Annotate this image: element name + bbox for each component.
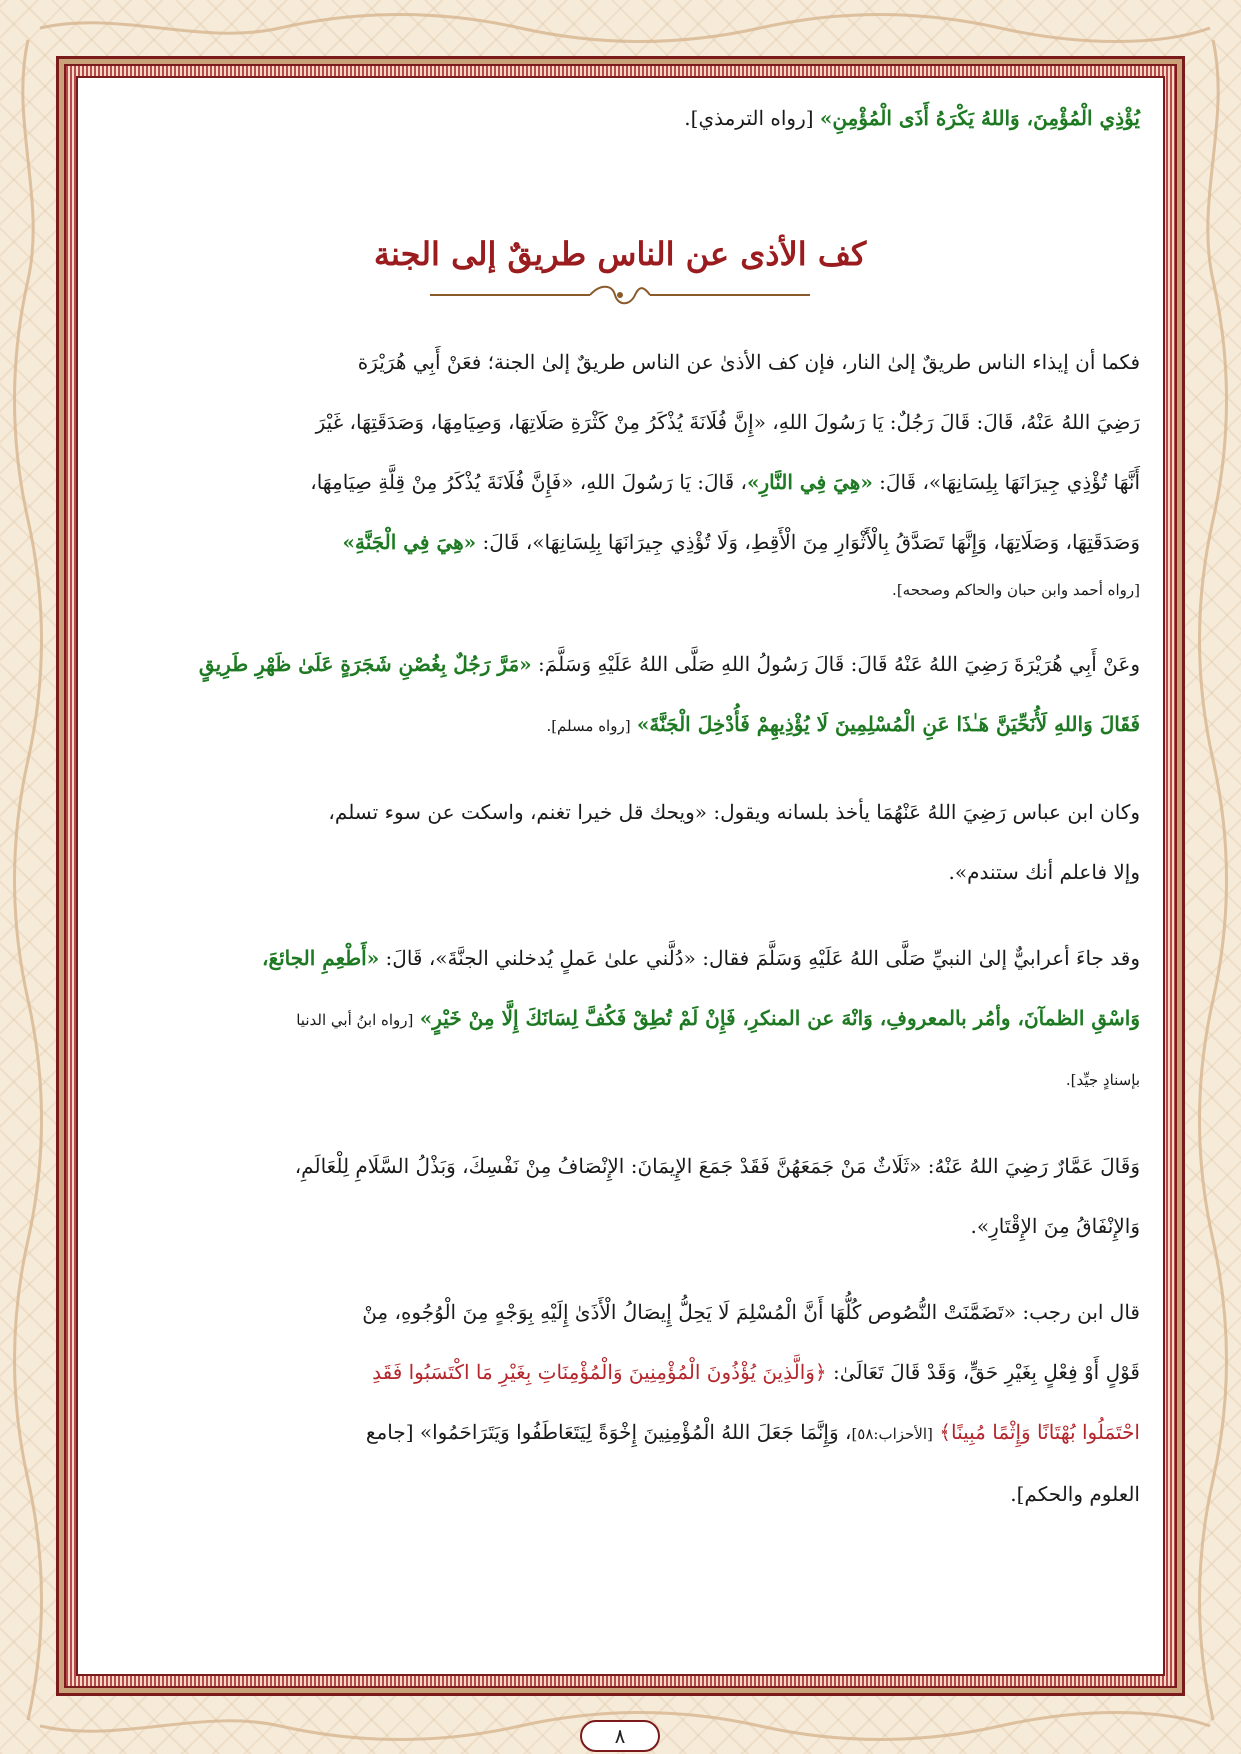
p2-line2-hadith: فَقَالَ وَاللهِ لَأُنَحِّيَنَّ هَـٰذَا عَنِ الْمُسْلِمِينَ لَا يُؤْذِيهِمْ فَأُدْخِلَ الْجَنَّةَ» <box>636 712 1140 736</box>
p4-line2-source: [رواه ابنُ أبي الدنيا <box>296 1011 414 1029</box>
p1-line3-hadith: «هِيَ فِي النَّارِ» <box>747 470 873 494</box>
p5-line1: وَقَالَ عَمَّارٌ رَضِيَ اللهُ عَنْهُ: «ثَلَاثٌ مَنْ جَمَعَهُنَّ فَقَدْ جَمَعَ الإِيمَانَ: الإِنْصَافُ مِنْ نَفْسِكَ، وَبَذْلُ السَّلَامِ لِلْعَالَمِ، <box>294 1154 1140 1178</box>
p6-line3 <box>100 1402 1140 1464</box>
paragraph-4 <box>100 928 1140 1110</box>
p1-line4-hadith: «هِيَ فِي الْجَنَّةِ» <box>342 530 477 554</box>
p2-line2 <box>100 694 1140 756</box>
p4-line1-text: وقد جاءَ أعرابيٌّ إلىٰ النبيِّ صَلَّى اللهُ عَلَيْهِ وَسَلَّمَ فقال: «دُلَّني علىٰ عَملٍ يُدخلني الجنَّةَ»، قَالَ: <box>379 946 1140 970</box>
p4-line1-hadith: «أَطْعِمِ الجائعَ، <box>261 946 380 970</box>
p1-line3-text-a: أَنَّهَا تُؤْذِي جِيرَانَهَا بِلِسَانِهَا»، قَالَ: <box>872 470 1140 494</box>
paragraph-3 <box>100 782 1140 902</box>
header-quote-line <box>100 88 1140 148</box>
section-title: كف الأذى عن الناس طريقٌ إلى الجنة <box>373 235 867 273</box>
page-text <box>100 88 1140 1532</box>
paragraph-6 <box>100 1282 1140 1524</box>
p3-line2: وإلا فاعلم أنك ستندم». <box>948 860 1140 884</box>
p4-line2 <box>100 988 1140 1050</box>
p6-line3-reference: [الأحزاب:٥٨] <box>851 1425 933 1443</box>
p1-source: [رواه أحمد وابن حبان والحاكم وصححه]. <box>892 581 1140 599</box>
p2-line1-hadith: «مَرَّ رَجُلٌ بِغُصْنِ شَجَرَةٍ عَلَىٰ ظَهْرِ طَرِيقٍ <box>198 652 532 676</box>
p6-line2-text: قَوْلٍ أَوْ فِعْلٍ بِغَيْرِ حَقٍّ، وَقَدْ قَالَ تَعَالَىٰ: <box>826 1360 1140 1384</box>
p6-line2 <box>100 1342 1140 1402</box>
paragraph-2 <box>100 634 1140 756</box>
p3-line1: وكان ابن عباس رَضِيَ اللهُ عَنْهُمَا يأخذ بلسانه ويقول: «ويحك قل خيرا تغنم، واسكت عن سوء تسلم، <box>328 800 1140 824</box>
header-quote-source: [رواه الترمذي]. <box>684 106 814 130</box>
p5-line2: وَالإِنْفَاقُ مِنَ الإِقْتَارِ». <box>970 1214 1140 1238</box>
page-number-badge: ٨ <box>580 1720 660 1752</box>
paragraph-5 <box>100 1136 1140 1256</box>
p6-line2-quran: ﴿وَالَّذِينَ يُؤْذُونَ الْمُؤْمِنِينَ وَالْمُؤْمِنَاتِ بِغَيْرِ مَا اكْتَسَبُوا فَقَدِ <box>372 1360 827 1384</box>
title-divider-ornament <box>430 284 810 306</box>
p1-line1: فكما أن إيذاء الناس طريقٌ إلىٰ النار، فإن كف الأذىٰ عن الناس طريقٌ إلىٰ الجنة؛ فعَنْ أَبِي هُرَيْرَة <box>357 350 1140 374</box>
header-quote-hadith: يُؤْذِي الْمُؤْمِنَ، وَاللهُ يَكْرَهُ أَذَى الْمُؤْمِنِ» <box>819 106 1140 130</box>
p4-line2-hadith: وَاسْقِ الظمآنَ، وأمُر بالمعروفِ، وَانْهَ عن المنكرِ، فَإِنْ لَمْ تُطِقْ فَكُفَّ لِسَانَكَ إِلَّا مِنْ خَيْرٍ» <box>419 1006 1140 1030</box>
p1-line3-text-b: ، قَالَ: يَا رَسُولَ اللهِ، «فَإِنَّ فُلَانَةَ يُذْكَرُ مِنْ قِلَّةِ صِيَامِهَا، <box>310 470 748 494</box>
paragraph-1 <box>100 332 1140 608</box>
p2-source: [رواه مسلم]. <box>546 717 631 735</box>
p2-line1 <box>100 634 1140 694</box>
p4-line3-source: بإسنادٍ جيِّد]. <box>1065 1071 1140 1089</box>
p6-line4: العلوم والحكم]. <box>1010 1482 1140 1506</box>
p2-line1-text: وعَنْ أَبِي هُرَيْرَةَ رَضِيَ اللهُ عَنْهُ قَالَ: قَالَ رَسُولُ اللهِ صَلَّى اللهُ عَلَيْهِ وَسَلَّمَ: <box>531 652 1140 676</box>
p6-line3-text: ، وَإِنَّمَا جَعَلَ اللهُ الْمُؤْمِنِينَ إِخْوَةً لِيَتَعَاطَفُوا وَيَتَرَاحَمُوا» [جامع <box>365 1420 852 1444</box>
p1-line2: رَضِيَ اللهُ عَنْهُ، قَالَ: قَالَ رَجُلٌ: يَا رَسُولَ اللهِ، «إِنَّ فُلَانَةَ يُذْكَرُ مِنْ كَثْرَةِ صَلَاتِهَا، وَصِيَامِهَا، وَصَدَقَتِهَا، غَيْرَ <box>315 410 1140 434</box>
p1-line4-text: وَصَدَقَتِهَا، وَصَلَاتِهَا، وَإِنَّهَا تَصَدَّقُ بِالْأَثْوَارِ مِنَ الْأَقِطِ، وَلَا تُؤْذِي جِيرَانَهَا بِلِسَانِهَا»، قَالَ: <box>476 530 1140 554</box>
p1-line3 <box>100 452 1140 512</box>
p4-line1 <box>100 928 1140 988</box>
p1-line4 <box>100 512 1140 572</box>
p6-line3-quran: احْتَمَلُوا بُهْتَانًا وَإِثْمًا مُبِينًا﴾ <box>939 1420 1140 1444</box>
p6-line1: قال ابن رجب: «تَضَمَّنَتْ النُّصُوص كُلُّهَا أَنَّ الْمُسْلِمَ لَا يَحِلُّ إِيصَالُ الْأَذَىٰ إِلَيْهِ بِوَجْهٍ مِنَ الْوُجُوهِ، مِنْ <box>362 1300 1140 1324</box>
